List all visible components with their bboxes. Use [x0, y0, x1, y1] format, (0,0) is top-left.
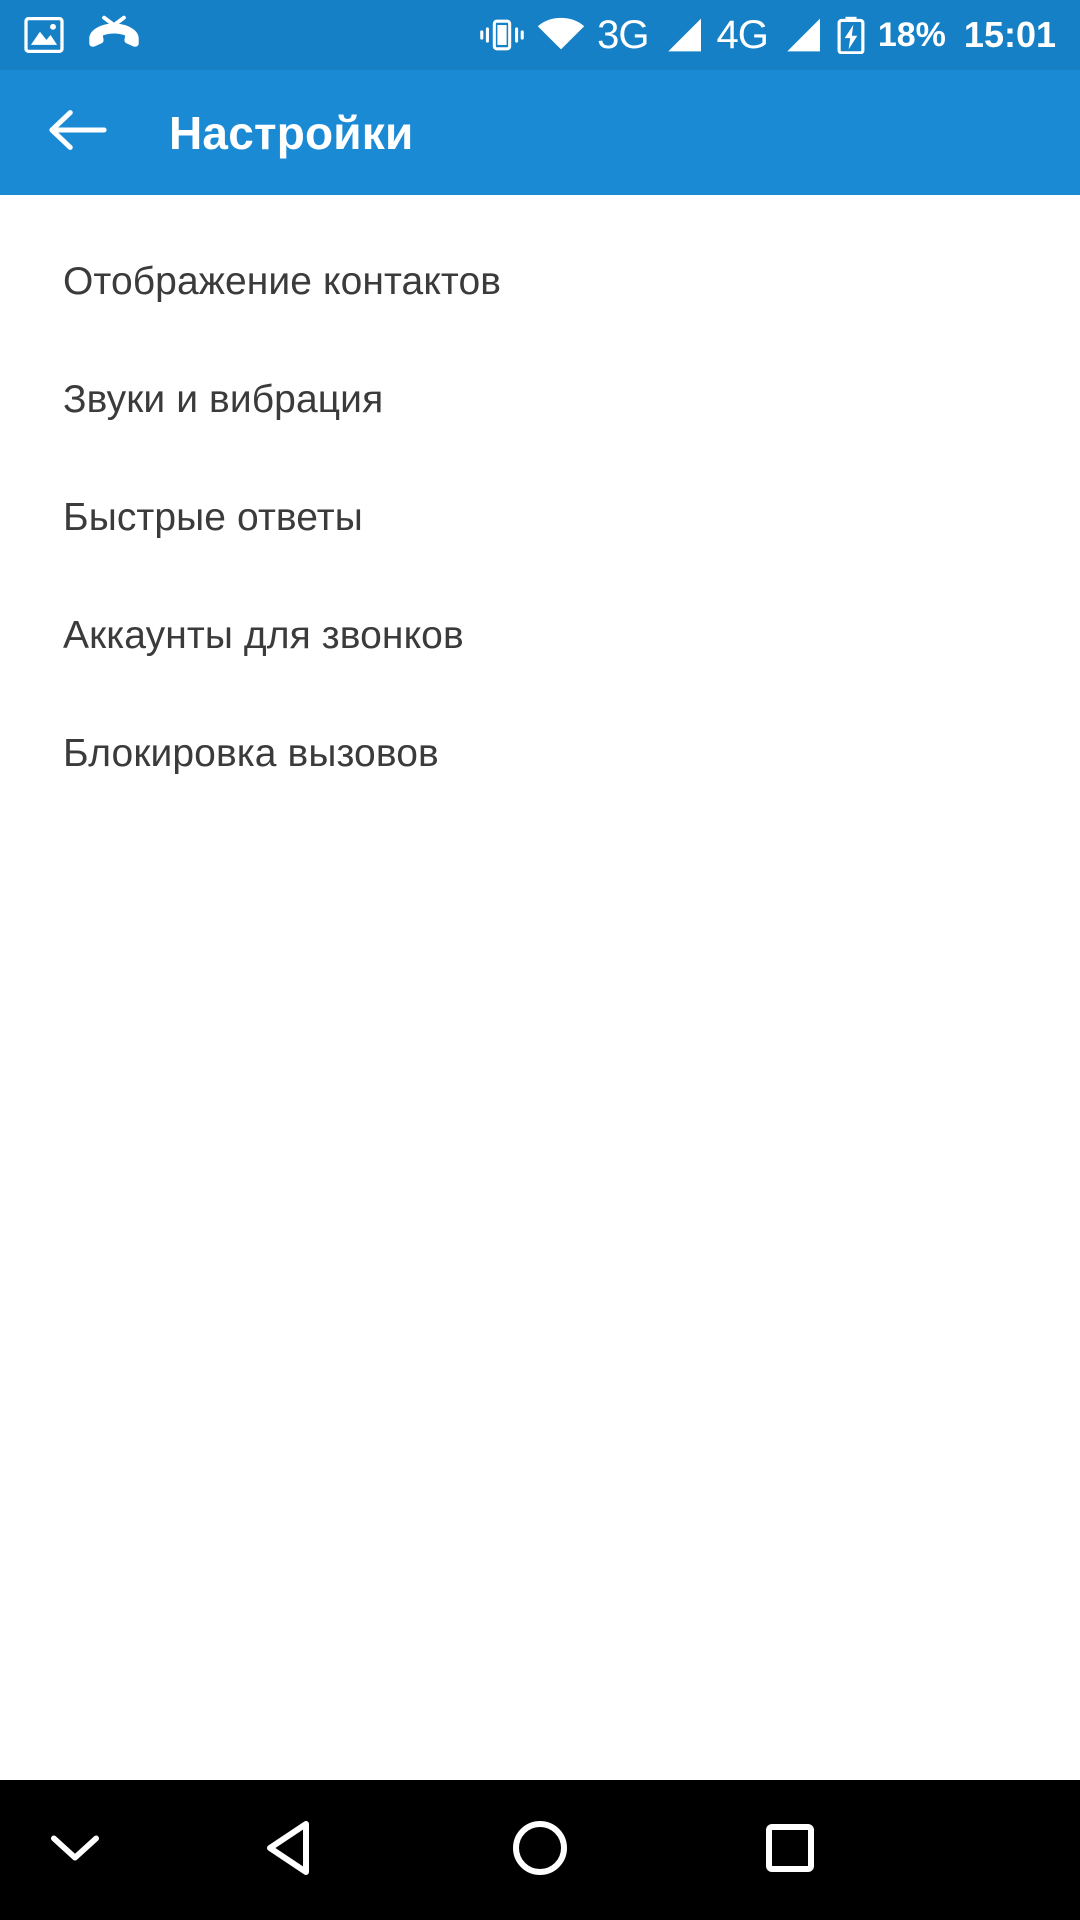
- settings-item-label: Быстрые ответы: [63, 496, 363, 539]
- nav-recents-button[interactable]: [690, 1822, 890, 1879]
- battery-percent: 18%: [877, 15, 946, 54]
- wifi-icon: [537, 17, 585, 53]
- settings-item-label: Блокировка вызовов: [63, 732, 439, 775]
- missed-call-icon: [86, 15, 142, 55]
- signal-bars-1-icon: [661, 17, 705, 53]
- settings-item-calling-accounts[interactable]: [0, 577, 1080, 695]
- network-type-3g: 3G: [597, 13, 649, 57]
- recents-square-icon: [764, 1822, 816, 1879]
- status-bar: [0, 0, 1080, 70]
- settings-item-label: Аккаунты для звонков: [63, 614, 464, 657]
- battery-charging-icon: [836, 16, 866, 54]
- navigation-bar: [0, 1780, 1080, 1920]
- status-bar-left-icons: [24, 15, 142, 55]
- back-button[interactable]: [42, 97, 114, 169]
- hide-keyboard-button[interactable]: [0, 1832, 150, 1869]
- settings-item-label: Звуки и вибрация: [63, 378, 384, 421]
- image-icon: [24, 17, 64, 53]
- back-triangle-icon: [264, 1820, 316, 1881]
- status-bar-clock: 15:01: [963, 14, 1056, 55]
- settings-item-call-blocking[interactable]: [0, 695, 1080, 813]
- nav-home-button[interactable]: [440, 1820, 640, 1881]
- signal-bars-2-icon: [780, 17, 824, 53]
- vibrate-icon: [479, 18, 525, 52]
- home-circle-icon: [512, 1820, 568, 1881]
- settings-list: [0, 195, 1080, 813]
- settings-item-quick-responses[interactable]: [0, 459, 1080, 577]
- settings-item-sounds-vibration[interactable]: [0, 341, 1080, 459]
- nav-back-button[interactable]: [190, 1820, 390, 1881]
- settings-item-contact-display[interactable]: [0, 223, 1080, 341]
- app-bar: [0, 70, 1080, 195]
- network-type-4g: 4G: [716, 13, 768, 57]
- chevron-down-icon: [50, 1832, 100, 1869]
- page-title: Настройки: [169, 106, 414, 159]
- settings-item-label: Отображение контактов: [63, 260, 502, 303]
- arrow-back-icon: [49, 108, 107, 157]
- status-bar-right-icons: [479, 14, 1056, 56]
